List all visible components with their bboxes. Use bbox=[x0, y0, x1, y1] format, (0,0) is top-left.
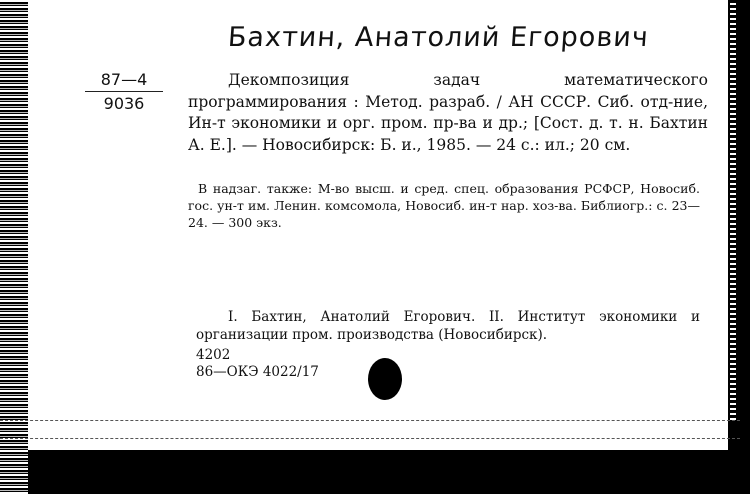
call-number bbox=[85, 70, 163, 113]
bibliographic-description: Декомпозиция задач математического программирования : Метод. разраб. / АН СССР. Сиб. отд-ние, Ин-т экономики и орг. пром. пр-ва и др.; [Сост. д. т. н. Бахтин А. Е.]. — Новосибирск: Б. и., 1985. — 24 с.: ил.; 20 см. bbox=[188, 71, 708, 154]
bibliographic-note: В надзаг. также: М-во высш. и сред. спец. образования РСФСР, Новосиб. гос. ун-т им. Ленин. комсомола, Новосиб. ин-т нар. хоз-ва. Библиогр.: с. 23—24. — 300 экз. bbox=[188, 181, 700, 230]
scan-bottom-edge bbox=[28, 450, 728, 494]
punch-hole bbox=[368, 358, 402, 400]
classification-code: 4202 bbox=[196, 347, 231, 363]
card-order-number: 86—ОКЭ 4022/17 bbox=[196, 364, 319, 380]
scan-artifact-line bbox=[0, 438, 740, 439]
call-number-top: 87—4 bbox=[85, 70, 163, 92]
handwritten-heading: Бахтин, Анатолий Егорович bbox=[226, 22, 650, 53]
scan-artifact-line bbox=[0, 420, 740, 421]
call-number-bottom: 9036 bbox=[103, 94, 145, 113]
added-entries-tracings: I. Бахтин, Анатолий Егорович. II. Институт экономики и организации пром. производства (Новосибирск). bbox=[196, 309, 700, 343]
